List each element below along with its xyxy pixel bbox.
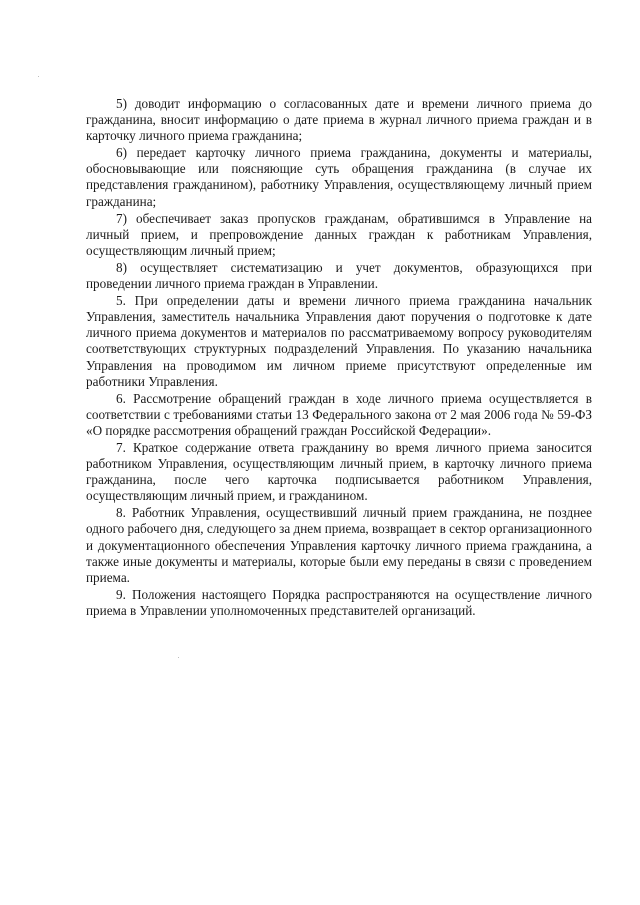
paragraph: 9. Положения настоящего Порядка распространяются на осуществление личного приема в Управлении уполномоченных представителей организаций. — [86, 586, 592, 618]
document-body — [86, 96, 592, 620]
paragraph: 6. Рассмотрение обращений граждан в ходе личного приема осуществляется в соответствии с требованиями статьи 13 Федерального закона от 2 мая 2006 года № 59-ФЗ «О порядке рассмотрения обращений граждан Российской Федерации». — [86, 390, 592, 438]
paragraph: 7) обеспечивает заказ пропусков гражданам, обратившимся в Управление на личный прием, и препровождение данных граждан к работникам Управления, осуществляющим личный прием; — [86, 210, 592, 258]
paragraph: 5) доводит информацию о согласованных дате и времени личного приема до гражданина, вносит информацию о дате приема в журнал личного приема граждан и в карточку личного приема гражданина; — [86, 96, 592, 144]
scan-speck — [38, 76, 39, 77]
paragraph: 7. Краткое содержание ответа гражданину во время личного приема заносится работником Управления, осуществляющим личный прием, в карточку личного приема гражданина, после чего карточка подписывается работником Управления, осуществляющим личный прием, и гражданином. — [86, 439, 592, 504]
paragraph: 8) осуществляет систематизацию и учет документов, образующихся при проведении личного приема граждан в Управлении. — [86, 259, 592, 292]
scan-speck — [178, 657, 179, 658]
paragraph: 5. При определении даты и времени личного приема гражданина начальник Управления, заместитель начальника Управления дают поручения о подготовке к дате личного приема документов и материалов по рассматриваемому вопросу руководителям соответствующих структурных подразделений Управления. По указанию начальника Управления на проводимом им личном приеме присутствуют определенные им работники Управления. — [86, 293, 592, 389]
paragraph: 8. Работник Управления, осуществивший личный прием гражданина, не позднее одного рабочего дня, следующего за днем приема, возвращает в сектор организационного и документационного обеспечения Управления карточку личного приема гражданина, а также иные документы и материалы, которые были ему переданы в связи с проведением приема. — [86, 505, 592, 585]
paragraph: 6) передает карточку личного приема гражданина, документы и материалы, обосновывающие или поясняющие суть обращения гражданина (в случае их представления гражданином), работнику Управления, осуществляющему личный прием гражданина; — [86, 145, 592, 209]
